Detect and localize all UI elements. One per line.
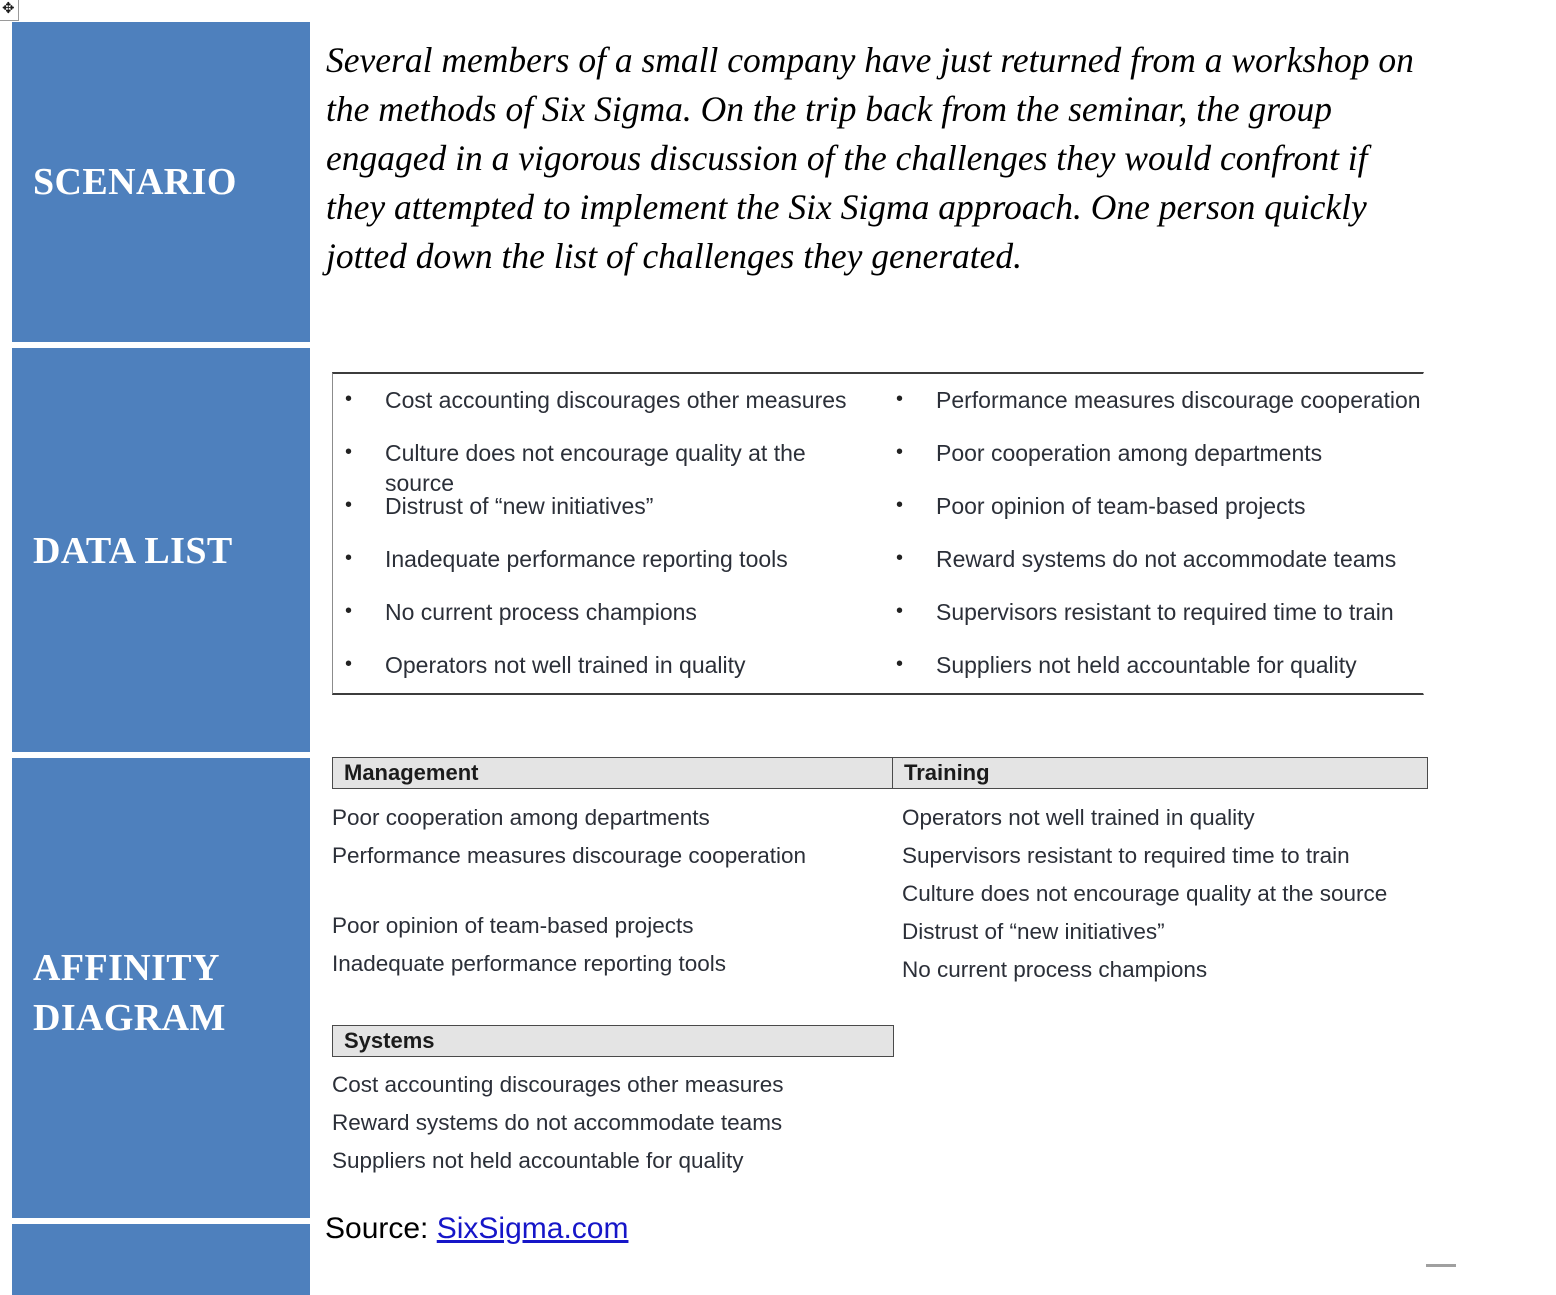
move-arrows-icon: ✥ <box>2 0 15 17</box>
source-prefix-label: Source: <box>325 1212 437 1245</box>
list-item: • No current process champions <box>345 599 697 625</box>
rail-section-data-list <box>12 348 310 752</box>
list-item: • Suppliers not held accountable for quality <box>896 652 1357 678</box>
list-item: • Inadequate performance reporting tools <box>345 546 788 572</box>
data-list-panel <box>332 372 1424 695</box>
affinity-group-systems <box>332 1025 894 1180</box>
rail-section-footer <box>12 1224 310 1295</box>
move-resize-handle[interactable] <box>0 0 19 21</box>
affinity-item: Inadequate performance reporting tools <box>332 951 727 976</box>
data-list-right-column <box>878 385 1423 703</box>
rail-label-data-list: DATA LIST <box>33 530 233 572</box>
rail-label-affinity-diagram: AFFINITY DIAGRAM <box>33 947 226 1039</box>
affinity-group-items-training <box>892 799 1428 989</box>
rail-section-scenario <box>12 22 310 342</box>
affinity-group-header-systems: Systems <box>332 1025 894 1057</box>
affinity-group-header-training: Training <box>893 758 1427 788</box>
section-label-rail <box>12 22 310 1273</box>
bullet-icon: • <box>896 547 904 569</box>
bottom-right-artifact <box>1426 1264 1456 1267</box>
rail-section-affinity-diagram <box>12 758 310 1218</box>
bullet-icon: • <box>345 547 353 569</box>
list-item: • Cost accounting discourages other measures <box>345 387 847 413</box>
bullet-icon: • <box>345 388 353 410</box>
affinity-group-header-management: Management <box>333 758 893 788</box>
affinity-diagram-top-groups <box>332 757 1428 989</box>
bullet-icon: • <box>345 494 353 516</box>
bullet-icon: • <box>896 653 904 675</box>
list-item: • Supervisors resistant to required time to train <box>896 599 1394 625</box>
affinity-item: Culture does not encourage quality at the source <box>902 881 1388 906</box>
list-item: • Culture does not encourage quality at the source <box>345 440 806 496</box>
list-item: • Performance measures discourage cooperation <box>896 387 1421 413</box>
bullet-icon: • <box>345 653 353 675</box>
affinity-item: Distrust of “new initiatives” <box>902 919 1165 944</box>
bullet-icon: • <box>896 441 904 463</box>
source-link-sixsigma[interactable]: SixSigma.com <box>436 1212 629 1245</box>
affinity-item: Operators not well trained in quality <box>902 805 1255 830</box>
bullet-icon: • <box>345 600 353 622</box>
affinity-group-items-management <box>332 799 892 989</box>
affinity-item: Cost accounting discourages other measures <box>332 1072 784 1097</box>
source-attribution <box>325 1208 628 1250</box>
scenario-paragraph: Several members of a small company have just returned from a workshop on the methods of Six Sigma. On the trip back from the seminar, the group engaged in a vigorous discussion of the challenges they would confront if they attempted to implement the Six Sigma approach. One person quickly jotted down the list of challenges they generated. <box>326 40 1414 276</box>
affinity-item: Supervisors resistant to required time to train <box>902 843 1350 868</box>
bullet-icon: • <box>345 441 353 463</box>
affinity-item: Performance measures discourage cooperation <box>332 843 807 868</box>
affinity-group-items-systems <box>332 1066 894 1180</box>
affinity-item: Suppliers not held accountable for quality <box>332 1148 744 1173</box>
affinity-item: Reward systems do not accommodate teams <box>332 1110 783 1135</box>
bullet-icon: • <box>896 388 904 410</box>
list-item: • Operators not well trained in quality <box>345 652 746 678</box>
list-item: • Poor opinion of team-based projects <box>896 493 1306 519</box>
bullet-icon: • <box>896 494 904 516</box>
rail-label-scenario: SCENARIO <box>33 161 237 203</box>
list-item: • Reward systems do not accommodate teams <box>896 546 1397 572</box>
list-item: • Distrust of “new initiatives” <box>345 493 654 519</box>
affinity-item: Poor cooperation among departments <box>332 805 710 830</box>
bullet-icon: • <box>896 600 904 622</box>
data-list-left-column <box>333 385 878 703</box>
affinity-item: Poor opinion of team-based projects <box>332 913 694 938</box>
list-item: • Poor cooperation among departments <box>896 440 1323 466</box>
affinity-header-row <box>332 757 1428 789</box>
affinity-item: No current process champions <box>902 957 1208 982</box>
